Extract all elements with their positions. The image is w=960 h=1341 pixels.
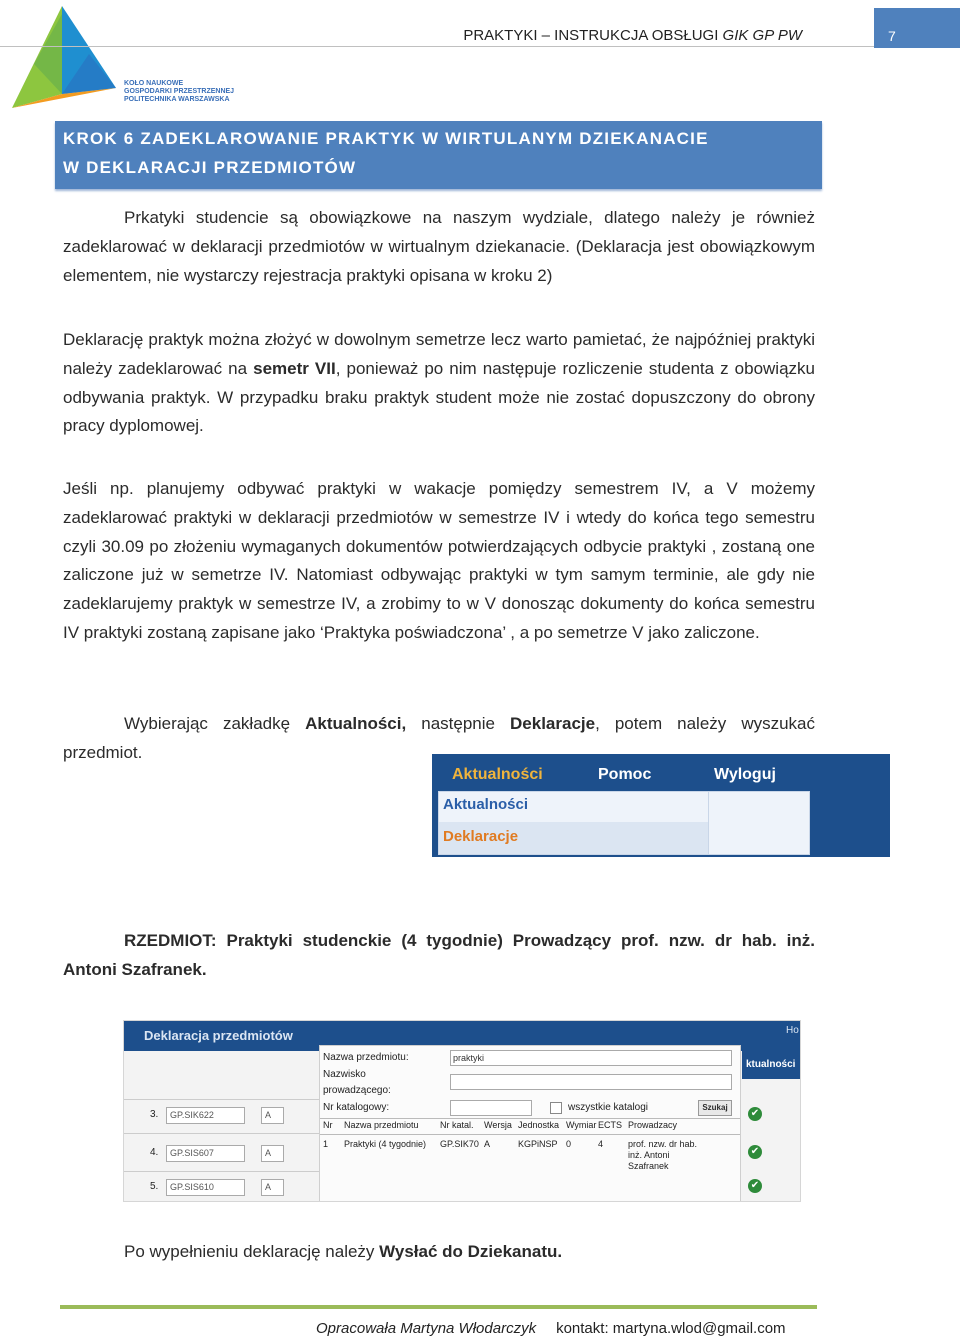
result-row[interactable] [320,1135,740,1175]
results-header: Nazwa przedmiotu [344,1120,419,1130]
result-cell: A [484,1139,491,1149]
paragraph-bold: Aktualności, [305,714,407,733]
results-header: Wersja [484,1120,512,1130]
header-title-italic: GIK GP PW [722,27,802,44]
row-version-field[interactable]: A [261,1179,284,1196]
paragraph-text: , potem należy wyszukać przedmiot. [63,714,815,762]
paragraph-example [63,475,815,648]
paragraph-text: następnie [406,714,511,733]
footer-contact: kontakt: martyna.wlod@gmail.com [556,1320,786,1337]
logo-text [124,80,234,104]
step-heading [55,121,822,189]
tab-aktualnosci[interactable]: Aktualności [452,766,543,783]
menu-item-aktualnosci[interactable]: Aktualności [443,796,529,813]
footer-divider [60,1305,817,1309]
paragraph-text: Jeśli np. planujemy odbywać praktyki w wakacje pomiędzy semestrem IV, a V możemy zadeklarować praktyki w deklaracji przedmiotów w semestrze IV i wtedy do końca tego semestru czyli 30.09 po złożeniu wymaganych dokumentów potwierdzających odbycie praktyki , zostaną one zaliczone już w semetrze IV. Natomiast odbywając praktyki w tym samym terminie, ale gdy nie zadeklarujemy praktyk w semestrze IV, a zrobimy to w V donosząc dokumenty do końca semestru IV praktyki zostaną zapisane jako ‘Praktyka poświadczona’ , a po semetrze V jako zaliczone. [63,479,815,642]
paragraph-text: Wybierając zakładkę [124,714,306,733]
step-heading-line: KROK 6 ZADEKLAROWANIE PRAKTYK W WIRTULANYM DZIEKANACIE [63,129,709,148]
paragraph-bold: Wysłać do Dziekanatu. [379,1242,563,1261]
row-code-field[interactable]: GP.SIS607 [166,1145,245,1162]
paragraph-text: Po wypełnieniu deklarację należy [124,1242,380,1261]
footer-author: Opracowała Martyna Włodarczyk [316,1320,537,1337]
paragraph-bold: RZEDMIOT: Praktyki studenckie (4 tygodnie) Prowadzący prof. nzw. dr hab. inż. Antoni Szafranek. [63,931,815,979]
logo-icon [4,4,124,116]
row-version-field[interactable]: A [261,1107,284,1124]
paragraph-subject [63,927,815,985]
paragraph-send [63,1238,815,1267]
row-number: 3. [150,1109,159,1120]
results-header: Jednostka [518,1120,560,1130]
search-button[interactable]: Szukaj [698,1100,732,1116]
page-number-box [874,8,960,48]
paragraph-deadline [63,326,815,441]
paragraph-text: Deklarację praktyk można złożyć w dowolnym semetrze lecz warto pamietać, że najpóźniej praktyki należy zadeklarować na [63,330,815,378]
results-header: Wymiar [566,1120,597,1130]
row-number: 4. [150,1147,159,1158]
paragraph-text: Prkatyki studencie są obowiązkowe na naszym wydziale, dlatego należy je również zadeklarować w deklaracji przedmiotów w wirtualnym dziekanacie. (Deklaracja jest obowiązkowym elementem, nie wystarczy rejestracja praktyki opisana w kroku 2) [63,208,815,285]
step-heading-line: W DEKLARACJI PRZEDMIOTÓW [63,158,357,177]
result-cell: KGPiNSP [518,1139,558,1149]
paragraph-bold: semetr VII [253,358,336,378]
result-cell: 1 [323,1139,329,1149]
dropdown-menu [438,791,710,855]
paragraph-text: , ponieważ po nim następuje rozliczenie studenta z obowiązku odbywania praktyk. W przypadku braku praktyk student może nie zostać dopuszczony do obrony pracy dyplomowej. [63,358,815,436]
subject-name-input[interactable]: praktyki [450,1050,732,1066]
declaration-screenshot [123,1020,801,1202]
check-icon: ✔ [748,1179,762,1193]
row-code-field[interactable]: GP.SIK622 [166,1107,245,1124]
footer [316,1320,786,1337]
catalog-option-label: wszystkie katalogi [568,1102,649,1113]
menu-item-deklaracje[interactable]: Deklaracje [443,828,519,845]
menu-screenshot [432,754,890,857]
row-version-field[interactable]: A [261,1145,284,1162]
results-header: Prowadzacy [628,1120,678,1130]
lecturer-input[interactable] [450,1074,732,1090]
check-icon: ✔ [748,1107,762,1121]
search-label: prowadzącego: [323,1085,391,1096]
results-header: Nr [323,1120,333,1130]
result-cell: 4 [598,1139,604,1149]
logo-text-line: GOSPODARKI PRZESTRZENNEJ [124,88,235,95]
result-cell: 0 [566,1139,572,1149]
tab-pomoc[interactable]: Pomoc [598,766,652,783]
logo-text-line: KOŁO NAUKOWE [124,80,184,87]
header-title-text: PRAKTYKI – INSTRUKCJA OBSŁUGI [463,27,723,44]
search-label: Nazwisko [323,1069,366,1080]
paragraph-intro [63,204,815,290]
corner-tab [742,1051,800,1079]
search-panel [319,1045,741,1202]
search-label: Nr katalogowy: [323,1102,390,1113]
catalog-number-input[interactable] [450,1100,532,1116]
logo-text-line: POLITECHNIKA WARSZAWSKA [124,96,230,103]
paragraph-bold: Deklaracje [510,714,596,733]
results-header: ECTS [598,1120,623,1130]
row-number: 5. [150,1181,159,1192]
results-header: Nr katal. [440,1120,474,1130]
check-icon: ✔ [748,1145,762,1159]
result-cell: prof. nzw. dr hab. inż. Antoni Szafranek [628,1139,698,1171]
corner-tab-label[interactable]: ktualności [746,1059,796,1070]
page-number: 7 [888,28,896,44]
search-label: Nazwa przedmiotu: [323,1052,409,1063]
corner-link[interactable]: Ho [786,1025,799,1036]
dropdown-menu-panel [708,791,810,855]
header-divider [0,46,874,47]
declaration-title: Deklaracja przedmiotów [144,1028,293,1043]
tab-wyloguj[interactable]: Wyloguj [714,766,776,783]
result-cell: GP.SIK70 [440,1139,479,1149]
result-cell[interactable]: Praktyki (4 tygodnie) [344,1139,427,1149]
row-code-field[interactable]: GP.SIS610 [166,1179,245,1196]
catalog-checkbox[interactable] [550,1102,562,1114]
document-header-title [463,27,802,44]
